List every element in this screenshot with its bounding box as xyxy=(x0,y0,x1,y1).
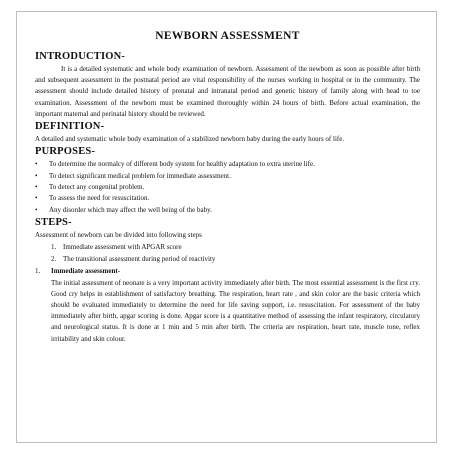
list-item xyxy=(35,182,420,193)
step-text: The transitional assessment during period of reactivity xyxy=(63,254,216,263)
list-item xyxy=(51,242,420,253)
list-item xyxy=(35,193,420,204)
list-item xyxy=(35,171,420,182)
bullet-icon: • xyxy=(35,183,38,192)
introduction-heading: INTRODUCTION- xyxy=(35,51,126,62)
document-content xyxy=(35,30,420,345)
purposes-list xyxy=(35,159,420,216)
step-number: 2. xyxy=(51,254,57,263)
purpose-text: To assess the need for resuscitation. xyxy=(49,194,150,203)
document-title: NEWBORN ASSESSMENT xyxy=(155,30,300,42)
introduction-text: It is a detailed systematic and whole body examination of newborn. Assessment of the newborn as soon as possible after birth and subsequent assessment in the postnatal period are vital responsibility of the nurses working in hospital or in the community. The assessment should include detailed history of prenatal and intranatal period and genetic history of family along with head to toe examination. Assessment of the newborn must be examined thoroughly within 24 hours of birth. Before actual examination, the important maternal and perinatal history should be reviewed. xyxy=(35,65,420,118)
bullet-icon: • xyxy=(35,171,38,180)
purpose-text: To determine the normalcy of different body system for healthy adaptation to extra uterine life. xyxy=(49,160,315,169)
list-item xyxy=(51,254,420,265)
bullet-icon: • xyxy=(35,194,38,203)
purpose-text: To detect significant medical problem for immediate assessment. xyxy=(49,171,231,180)
section-title: Immediate assessment- xyxy=(51,267,121,276)
bullet-icon: • xyxy=(35,160,38,169)
step-text: Immediate assessment with APGAR score xyxy=(63,243,182,252)
steps-heading: STEPS- xyxy=(35,217,72,229)
definition-text: A detailed and systematic whole body examination of a stabilized newborn baby during the early hours of life. xyxy=(35,135,345,144)
steps-list xyxy=(35,242,420,265)
steps-intro: Assessment of newborn can be divided into following steps xyxy=(35,231,202,240)
immediate-assessment-heading xyxy=(35,266,420,277)
immediate-assessment-text: The initial assessment of neonate is a very important activity immediately after birth. The most essential assessment is the first cry. Good cry helps in establishment of satisfactory breathing. The respiration, heart rate , and skin color are the basic criteria which should be evaluated immediately to determine the need for life saving support, i.e. resuscitation. For assessment of the baby immediately after birth, apgar scoring is done. Apgar score is a quantitative method of assessing the infant respiratory, circulatory and neurological status. It is done at 1 min and 5 min after birth. The criteria are respiration, heart rate, muscle tone, reflex irritability and skin colour. xyxy=(51,278,420,343)
purpose-text: Any disorder which may affect the well being of the baby. xyxy=(49,205,212,214)
list-item xyxy=(35,159,420,170)
step-number: 1. xyxy=(51,243,57,252)
purposes-heading: PURPOSES- xyxy=(35,146,96,158)
purpose-text: To detect any congenital problem. xyxy=(49,183,145,192)
list-item xyxy=(35,205,420,216)
bullet-icon: • xyxy=(35,205,38,214)
definition-heading: DEFINITION- xyxy=(35,121,105,133)
section-number: 1. xyxy=(35,267,41,276)
